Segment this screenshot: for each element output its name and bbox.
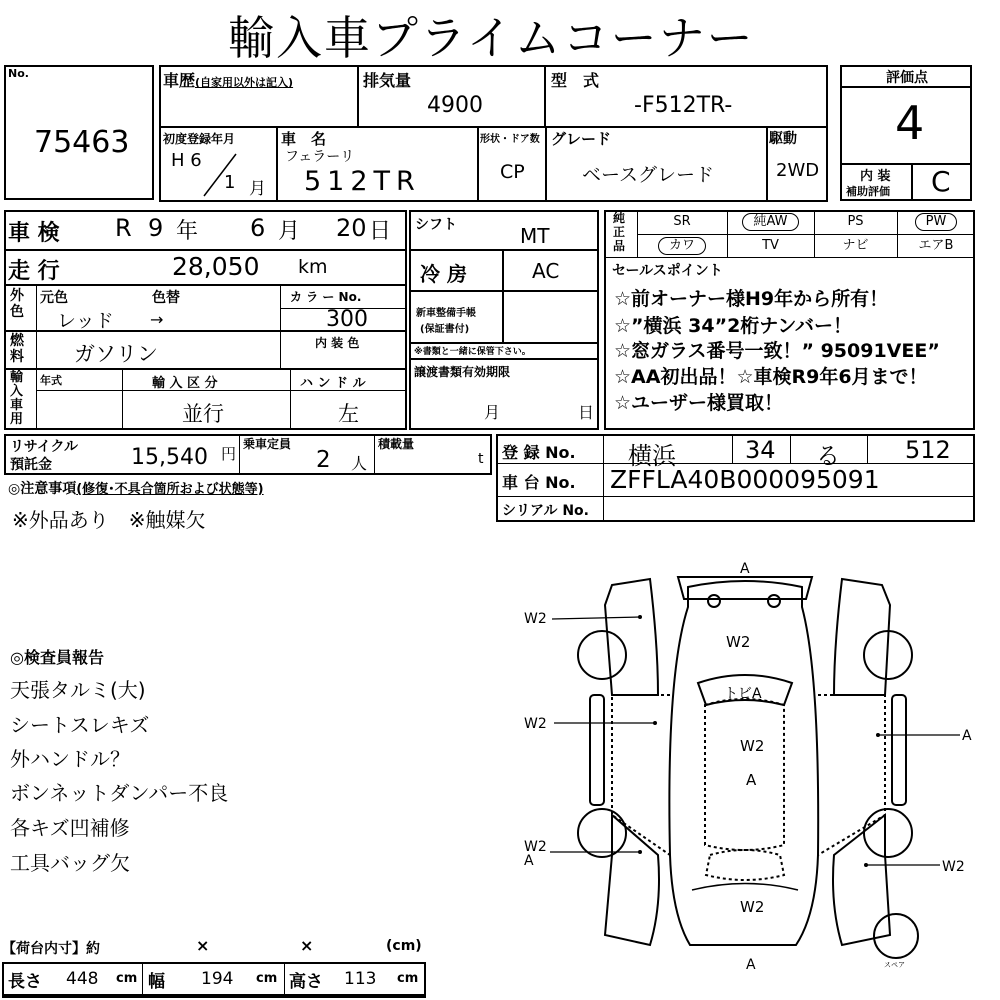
color-code-label: カ ラ ー No. [290, 290, 362, 304]
color-arrow: → [150, 310, 164, 329]
import-class-value: 並行 [182, 402, 224, 426]
diagram-spare: スペア [884, 961, 905, 969]
registration-area: 横浜 [628, 442, 676, 470]
import-year-label: 年式 [40, 374, 62, 387]
recycle-sub-label: 預託金 [10, 457, 52, 473]
lot-label: No. [8, 67, 29, 80]
equipment-genuine-label: 純正品 [613, 211, 626, 253]
sales-point: ☆ユーザー様買取！ [614, 392, 784, 414]
import-class-label: 輸 入 区 分 [152, 376, 218, 391]
sales-point: ☆AA初出品！☆車検R9年6月まで！ [614, 366, 928, 388]
diagram-roof-lower: A [746, 771, 757, 789]
load-unit: t [478, 451, 484, 467]
diagram-trunk: W2 [740, 898, 765, 916]
inspection-year: 9 [148, 214, 164, 242]
equipment-item [727, 212, 814, 232]
handle-label: ハ ン ド ル [300, 376, 366, 391]
mileage-label: 走 行 [8, 259, 60, 284]
shift-value: MT [520, 224, 550, 248]
maintenance-sub-label: (保証書付) [420, 324, 470, 335]
registration-class: 34 [745, 436, 776, 464]
width-label: 幅 [148, 972, 165, 992]
model-label: 型 式 [551, 71, 600, 90]
report-label: ◎検査員報告 [10, 648, 104, 667]
equipment-label: PS [847, 214, 864, 229]
notes-value: ※外品あり ※触媒欠 [12, 508, 206, 532]
width-value: 194 [201, 969, 234, 989]
diagram-hood: W2 [726, 633, 751, 651]
sales-points-label: セールスポイント [612, 263, 723, 279]
model-value: -F512TR- [634, 93, 733, 118]
drive-label: 駆動 [769, 131, 797, 147]
handle-value: 左 [338, 402, 359, 426]
mileage-value: 28,050 [172, 252, 260, 281]
interior-sub-label: 補助評価 [846, 185, 890, 198]
cargo-x1: × [196, 936, 210, 955]
cargo-unit-paren: (cm) [386, 938, 422, 954]
capacity-label: 乗車定員 [243, 437, 292, 451]
score-label: 評価点 [886, 70, 928, 86]
equipment-label: SR [673, 214, 691, 229]
chassis-value: ZFFLA40B000095091 [610, 465, 880, 494]
equipment-item [637, 212, 727, 232]
first-reg-year: H 6 [171, 150, 202, 171]
diagram-left-rear-1: W2 [524, 839, 547, 855]
capacity-value: 2 [316, 447, 331, 473]
import-side-label: 輸入車用 [10, 370, 24, 427]
sales-point: ☆”横浜 34”2桁ナンバー！ [614, 315, 853, 337]
equipment-item [637, 236, 727, 256]
width-unit: cm [256, 971, 278, 986]
grade-value: ベースグレード [582, 164, 715, 186]
diagram-rear-mark: A [746, 957, 756, 973]
sales-point: ☆窓ガラス番号一致！” 95091VEE” [614, 340, 940, 362]
car-maker: フェラーリ [285, 149, 355, 165]
report-line: シートスレキズ [10, 713, 150, 737]
diagram-left-door: W2 [524, 716, 547, 732]
diagram-right-door: A [962, 728, 972, 744]
color-code-value: 300 [326, 307, 368, 332]
shift-label: シフト [415, 217, 457, 233]
inspection-label: 車 検 [8, 221, 60, 246]
color-side-label: 外色 [10, 288, 24, 320]
equipment-item [814, 236, 897, 256]
equipment-label: TV [762, 238, 779, 253]
registration-label: 登 録 No. [502, 443, 576, 462]
interior-color-label: 内 装 色 [315, 336, 360, 350]
inspection-month-unit: 月 [278, 219, 301, 244]
length-unit: cm [116, 971, 138, 986]
transfer-month-unit: 月 [484, 403, 501, 422]
transfer-day-unit: 日 [578, 403, 595, 422]
interior-score: C [931, 165, 951, 198]
maintenance-note: ※書類と一緒に保管下さい。 [414, 347, 531, 357]
recycle-value: 15,540 [131, 445, 208, 470]
first-reg-month: 1 [224, 172, 236, 193]
inspection-month: 6 [250, 214, 266, 242]
fuel-value: ガソリン [74, 342, 158, 366]
height-unit: cm [397, 971, 419, 986]
diagram-right-rear: W2 [942, 859, 965, 875]
diagram-left-rear-2: A [524, 853, 534, 869]
chassis-label: 車 台 No. [502, 473, 576, 492]
mileage-unit: km [298, 256, 328, 278]
inspection-day-unit: 日 [369, 219, 392, 244]
report-line: 各キズ凹補修 [10, 816, 130, 840]
equipment-label: カワ [658, 237, 706, 255]
maintenance-label: 新車整備手帳 [416, 308, 476, 319]
equipment-item [814, 212, 897, 232]
body-type-label: 形状・ドア数 [480, 134, 540, 145]
cargo-x2: × [300, 936, 314, 955]
page-title: 輸入車プライムコーナー [228, 11, 755, 65]
transfer-label: 譲渡書類有効期限 [414, 365, 511, 379]
recycle-label: リサイクル [10, 439, 79, 455]
inspection-day: 20 [336, 214, 367, 242]
equipment-label: エアB [918, 238, 954, 253]
equipment-label: PW [915, 213, 958, 231]
history-label: 車歴(自家用以外は記入) [163, 71, 294, 90]
car-damage-diagram [500, 555, 990, 985]
equipment-item [897, 236, 975, 256]
diagram-roof: W2 [740, 737, 765, 755]
length-value: 448 [66, 969, 99, 989]
drive-value: 2WD [776, 160, 820, 181]
report-line: 天張タルミ(大) [10, 678, 146, 702]
score-value: 4 [895, 96, 925, 150]
equipment-label: ナビ [842, 238, 869, 253]
interior-label: 内 装 [860, 169, 891, 184]
original-color-label: 元色 [40, 290, 68, 306]
ac-label: 冷 房 [420, 262, 467, 286]
sales-point: ☆前オーナー様H9年から所有！ [614, 288, 889, 310]
diagram-left-front: W2 [524, 611, 547, 627]
fuel-side-label: 燃料 [10, 333, 24, 365]
diagram-windshield: トビA [724, 686, 762, 702]
notes-label: ◎注意事項(修復･不具合箇所および状態等) [8, 481, 264, 497]
report-line: ボンネットダンパー不良 [10, 781, 229, 805]
inspection-year-unit: 年 [176, 219, 199, 244]
equipment-item [897, 212, 975, 232]
serial-label: シリアル No. [502, 503, 589, 519]
equipment-label: 純AW [742, 213, 798, 231]
report-line: 工具バッグ欠 [10, 851, 130, 875]
capacity-unit: 人 [351, 454, 368, 473]
displacement-label: 排気量 [363, 71, 412, 90]
registration-kana: る [816, 442, 840, 470]
car-name-value: 512TR [304, 166, 421, 197]
original-color-value: レッド [57, 310, 114, 332]
height-value: 113 [344, 969, 377, 989]
ac-value: AC [532, 259, 560, 283]
load-label: 積載量 [378, 437, 415, 451]
displacement-value: 4900 [427, 93, 483, 118]
cargo-label: 【荷台内寸】約 [2, 941, 100, 957]
registration-number: 512 [905, 436, 951, 464]
report-line: 外ハンドル？ [10, 747, 130, 771]
body-type-value: CP [500, 161, 525, 183]
color-change-label: 色替 [152, 290, 180, 306]
grade-label: グレード [551, 130, 612, 148]
length-label: 長さ [8, 972, 42, 992]
first-reg-month-unit: 月 [249, 179, 266, 199]
diagram-front-mark: A [740, 561, 750, 577]
inspection-era: R [115, 214, 132, 242]
equipment-item [727, 236, 814, 256]
first-reg-label: 初度登録年月 [163, 132, 236, 146]
car-name-label: 車 名 [281, 130, 327, 148]
recycle-unit: 円 [221, 445, 237, 463]
height-label: 高さ [289, 972, 323, 992]
lot-number: 75463 [34, 125, 130, 160]
